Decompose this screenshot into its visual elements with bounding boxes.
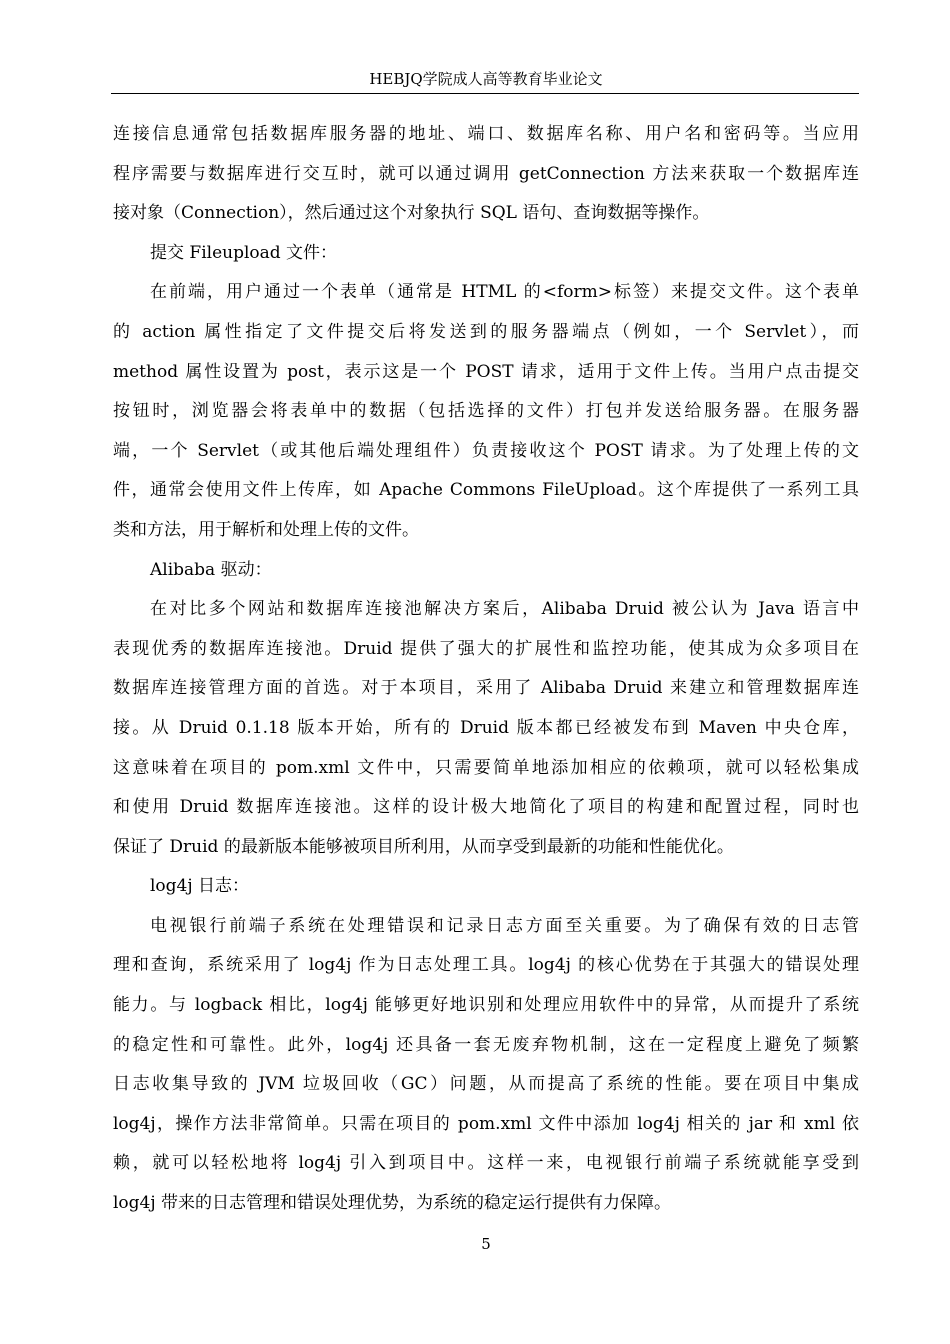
- text-line: 日志收集导致的 JVM 垃圾回收（GC）问题，从而提高了系统的性能。要在项目中集成: [113, 1074, 859, 1095]
- text-line: 按钮时，浏览器会将表单中的数据（包括选择的文件）打包并发送给服务器。在服务器: [113, 401, 859, 422]
- text-line: 端，一个 Servlet（或其他后端处理组件）负责接收这个 POST 请求。为了处理上传的文: [113, 440, 859, 461]
- text-line: 在前端，用户通过一个表单（通常是 HTML 的<form>标签）来提交文件。这个表单: [150, 282, 859, 303]
- paragraph: [113, 590, 859, 867]
- text-line: 接对象（Connection），然后通过这个对象执行 SQL 语句、查询数据等操作。: [113, 203, 710, 224]
- text-line: 数据库连接管理方面的首选。对于本项目，采用了 Alibaba Druid 来建立和管理数据库连: [113, 678, 859, 699]
- text-line: 电视银行前端子系统在处理错误和记录日志方面至关重要。为了确保有效的日志管: [150, 915, 859, 936]
- text-line: Alibaba 驱动：: [150, 559, 272, 580]
- text-line: log4j，操作方法非常简单。只需在项目的 pom.xml 文件中添加 log4j 相关的 jar 和 xml 依: [113, 1113, 859, 1134]
- paragraph: [113, 115, 859, 234]
- body-text: [113, 115, 859, 1224]
- text-line: 这意味着在项目的 pom.xml 文件中，只需要简单地添加相应的依赖项，就可以轻松集成: [113, 757, 859, 778]
- page-number: 5: [481, 1235, 491, 1253]
- text-line: 类和方法，用于解析和处理上传的文件。: [113, 519, 419, 540]
- running-header: HEBJQ学院成人高等教育毕业论文: [369, 70, 603, 88]
- paragraph: [113, 273, 859, 550]
- text-line: 接。从 Druid 0.1.18 版本开始，所有的 Druid 版本都已经被发布到 Maven 中央仓库，: [113, 717, 859, 738]
- text-line: 和使用 Druid 数据库连接池。这样的设计极大地简化了项目的构建和配置过程，同时也: [113, 797, 859, 818]
- text-line: 能力。与 logback 相比，log4j 能够更好地识别和处理应用软件中的异常，从而提升了系统: [113, 995, 859, 1016]
- text-line: 的稳定性和可靠性。此外，log4j 还具备一套无废弃物机制，这在一定程度上避免了频繁: [113, 1034, 859, 1055]
- text-line: 在对比多个网站和数据库连接池解决方案后，Alibaba Druid 被公认为 Java 语言中: [150, 599, 859, 620]
- text-line: log4j 带来的日志管理和错误处理优势，为系统的稳定运行提供有力保障。: [113, 1193, 672, 1214]
- text-line: 赖，就可以轻松地将 log4j 引入到项目中。这样一来，电视银行前端子系统就能享受到: [113, 1153, 859, 1174]
- text-line: log4j 日志：: [150, 876, 250, 897]
- text-line: 表现优秀的数据库连接池。Druid 提供了强大的扩展性和监控功能，使其成为众多项目在: [113, 638, 859, 659]
- section-heading: [113, 551, 859, 591]
- text-line: 程序需要与数据库进行交互时，就可以通过调用 getConnection 方法来获取一个数据库连: [113, 163, 859, 184]
- text-line: method 属性设置为 post，表示这是一个 POST 请求，适用于文件上传。当用户点击提交: [113, 361, 859, 382]
- text-line: 的 action 属性指定了文件提交后将发送到的服务器端点（例如，一个 Servlet），而: [113, 321, 859, 342]
- paragraph: [113, 907, 859, 1224]
- text-line: 连接信息通常包括数据库服务器的地址、端口、数据库名称、用户名和密码等。当应用: [113, 124, 859, 144]
- text-line: 理和查询，系统采用了 log4j 作为日志处理工具。log4j 的核心优势在于其强大的错误处理: [113, 955, 859, 976]
- text-line: 提交 Fileupload 文件：: [150, 242, 338, 263]
- header-rule: [111, 93, 859, 94]
- text-line: 保证了 Druid 的最新版本能够被项目所利用，从而享受到最新的功能和性能优化。: [113, 836, 734, 857]
- section-heading: [113, 867, 859, 907]
- text-line: 件，通常会使用文件上传库，如 Apache Commons FileUpload。这个库提供了一系列工具: [113, 480, 859, 501]
- section-heading: [113, 234, 859, 274]
